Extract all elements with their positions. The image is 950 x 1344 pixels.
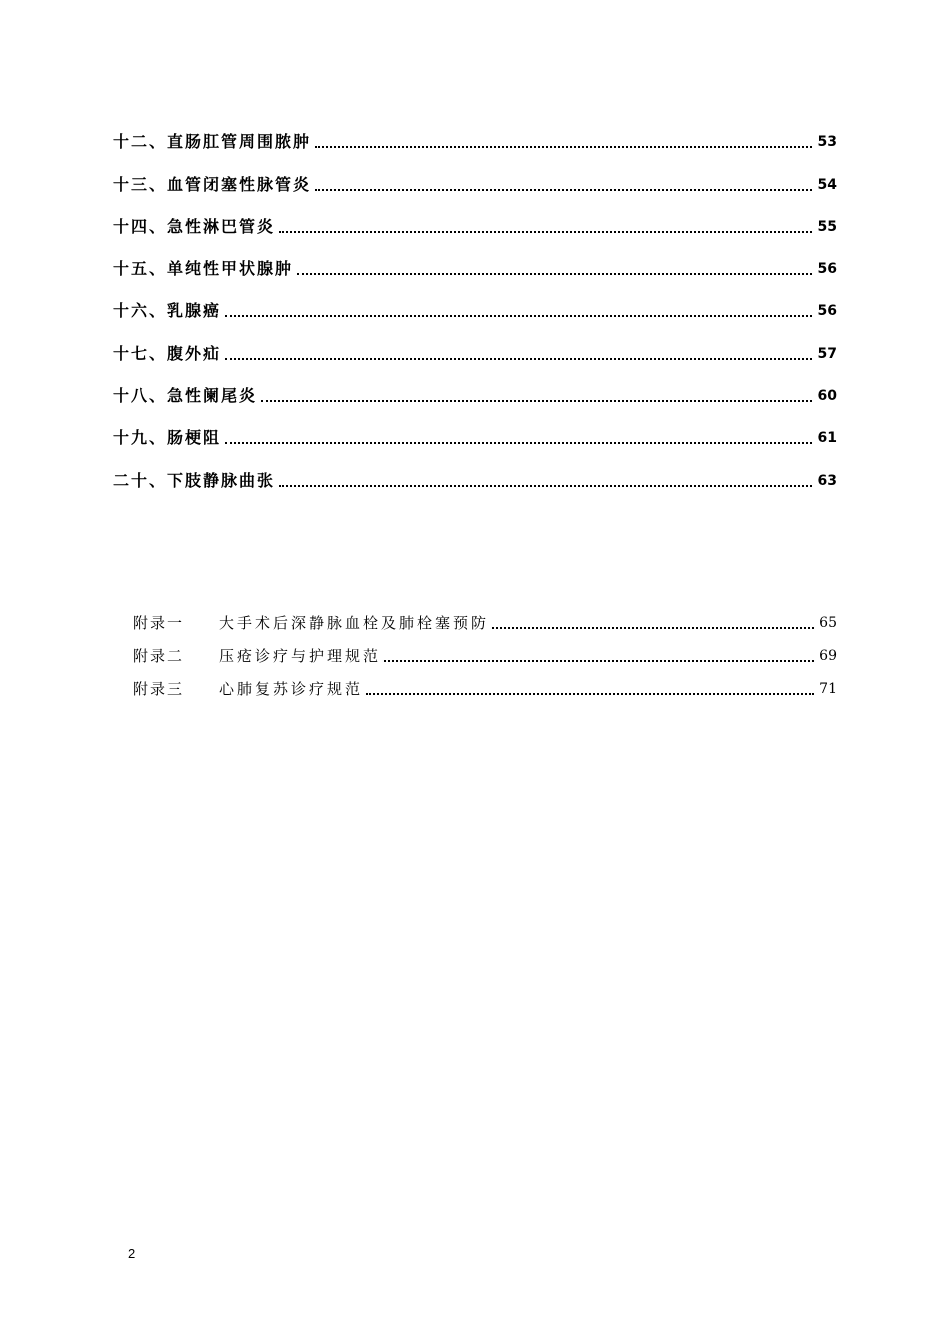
appendix-title: 心肺复苏诊疗规范 bbox=[219, 680, 364, 698]
toc-entry-page: 56 bbox=[817, 303, 837, 320]
appendix-entry[interactable] bbox=[133, 670, 837, 703]
appendix-title: 压疮诊疗与护理规范 bbox=[219, 647, 382, 665]
dot-leader bbox=[279, 231, 811, 233]
dot-leader bbox=[315, 189, 811, 191]
toc-entry-title: 直肠肛管周围脓肿 bbox=[167, 132, 312, 152]
toc-entry-number: 十五、 bbox=[113, 259, 168, 279]
toc-entry-title: 肠梗阻 bbox=[167, 428, 222, 448]
toc-entry-number: 十八、 bbox=[113, 386, 168, 406]
appendix-page: 71 bbox=[819, 681, 837, 697]
toc-entry-title: 乳腺癌 bbox=[167, 301, 222, 321]
dot-leader bbox=[261, 400, 811, 402]
toc-entry[interactable] bbox=[113, 155, 837, 197]
appendix-label: 附录一 bbox=[133, 614, 185, 632]
toc-entry-page: 61 bbox=[817, 430, 837, 447]
dot-leader bbox=[492, 627, 814, 629]
dot-leader bbox=[315, 146, 811, 148]
toc-entry[interactable] bbox=[113, 113, 837, 155]
toc-entry-page: 60 bbox=[817, 388, 837, 405]
appendix-label: 附录二 bbox=[133, 647, 185, 665]
toc-entry-number: 十二、 bbox=[113, 132, 168, 152]
toc-entry-page: 55 bbox=[817, 218, 837, 235]
toc-entry-number: 十六、 bbox=[113, 301, 168, 321]
page-number: 2 bbox=[128, 1246, 136, 1261]
toc-entry-number: 十三、 bbox=[113, 174, 168, 194]
toc-entry-title: 单纯性甲状腺肿 bbox=[167, 259, 294, 279]
toc-entry[interactable] bbox=[113, 451, 837, 493]
toc-entry-title: 腹外疝 bbox=[167, 343, 222, 363]
appendix-label: 附录三 bbox=[133, 680, 185, 698]
appendix-entry[interactable] bbox=[133, 637, 837, 670]
toc-entry[interactable] bbox=[113, 282, 837, 324]
toc-entry[interactable] bbox=[113, 367, 837, 409]
appendix-page: 65 bbox=[819, 615, 837, 631]
toc-entry[interactable] bbox=[113, 409, 837, 451]
toc-entry-page: 63 bbox=[817, 472, 837, 489]
toc-entry-title: 下肢静脉曲张 bbox=[167, 470, 276, 490]
toc-entry-number: 十七、 bbox=[113, 343, 168, 363]
appendix-title: 大手术后深静脉血栓及肺栓塞预防 bbox=[219, 614, 490, 632]
dot-leader bbox=[384, 660, 814, 662]
toc-entry-page: 57 bbox=[817, 345, 837, 362]
table-of-contents bbox=[113, 113, 837, 494]
dot-leader bbox=[225, 315, 811, 317]
toc-entry-title: 急性阑尾炎 bbox=[167, 386, 258, 406]
dot-leader bbox=[225, 358, 811, 360]
toc-entry-number: 十四、 bbox=[113, 216, 168, 236]
appendix-entry[interactable] bbox=[133, 604, 837, 637]
appendix-page: 69 bbox=[819, 648, 837, 664]
toc-entry[interactable] bbox=[113, 198, 837, 240]
appendix-contents bbox=[133, 604, 837, 703]
toc-entry-title: 血管闭塞性脉管炎 bbox=[167, 174, 312, 194]
toc-entry-number: 二十、 bbox=[113, 470, 168, 490]
toc-entry-number: 十九、 bbox=[113, 428, 168, 448]
toc-entry-page: 54 bbox=[817, 176, 837, 193]
dot-leader bbox=[297, 273, 811, 275]
toc-entry-title: 急性淋巴管炎 bbox=[167, 216, 276, 236]
toc-entry[interactable] bbox=[113, 324, 837, 366]
toc-entry-page: 56 bbox=[817, 261, 837, 278]
toc-entry[interactable] bbox=[113, 240, 837, 282]
dot-leader bbox=[225, 442, 811, 444]
dot-leader bbox=[279, 485, 811, 487]
dot-leader bbox=[366, 693, 814, 695]
toc-entry-page: 53 bbox=[817, 134, 837, 151]
